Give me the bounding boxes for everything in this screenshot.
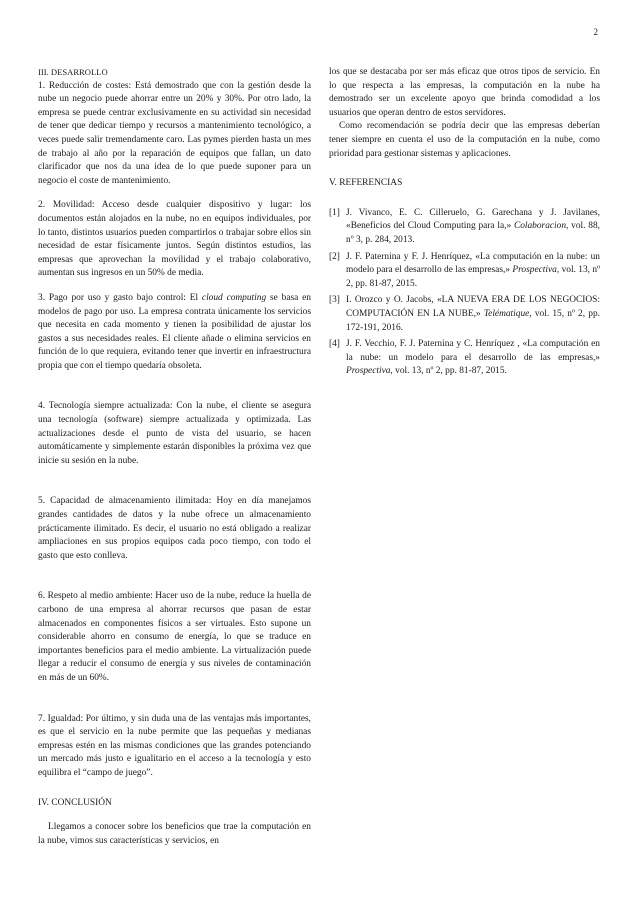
- reference-text-b: vol. 88, nº 3, p. 284, 2013.: [346, 221, 600, 245]
- reference-text-a: J. F. Paternina y F. J. Henríquez, «La computación en la nube: un modelo para el desarrollo de las empresas,»: [346, 251, 600, 276]
- section-title-desarrollo: III. DESARROLLO: [38, 67, 108, 77]
- item-pago-por-uso: [38, 292, 311, 374]
- conclusion-paragraph-cont: los que se destacaba por ser más eficaz que otros tipos de servicio. En lo que respecta a las empresas, la computación en la nube ha demostrado ser un excelente apoyo que brinda comodidad a los usuarios que operan dentro de estos servidores.: [329, 67, 600, 118]
- reference-text-a: J. Vivanco, E. C. Cilleruelo, G. Garechana y J. Javilanes, «Beneficios del Cloud Computing para la,»: [346, 207, 600, 232]
- reference-journal: Prospectiva,: [512, 265, 560, 276]
- item-tecnologia: 4. Tecnología siempre actualizada: Con la nube, el cliente se asegura una tecnología (software) siempre actualizada y optimizada. Las actualizaciones desde el punto de vista del usuario, se hacen automáticamente y simplemente estarán disponibles la próxima vez que inicie su sesión en la nube.: [38, 401, 311, 466]
- reference-item: [329, 251, 600, 292]
- reference-journal: Telématique,: [483, 308, 532, 319]
- recommendation-paragraph: Como recomendación se podría decir que las empresas deberían tener siempre en cuenta el uso de la computación en la nube, como prioridad para gestionar sistemas y aplicaciones.: [329, 121, 600, 159]
- right-column: [329, 66, 600, 382]
- reference-label: [3]: [329, 295, 340, 306]
- reference-label: [2]: [329, 251, 340, 262]
- item-medio-ambiente: 6. Respeto al medio ambiente: Hacer uso de la nube, reduce la huella de carbono de una empresa al ahorrar recursos que pasan de estar almacenados en componentes físicos a ser virtuales. Esto supone un considerable ahorro en consumo de energía, lo que se traduce en importantes beneficios para el medio ambiente. La virtualización puede llegar a reducir el consumo de energía y sus niveles de contaminación en más de un 60%.: [38, 591, 311, 683]
- reference-text-b: vol. 13, nº 2, pp. 81-87, 2015.: [346, 265, 600, 289]
- conclusion-paragraph-start: Llegamos a conocer sobre los beneficios que trae la computación en la nube, vimos sus características y servicios, en: [38, 822, 311, 846]
- section-title-conclusion: IV. CONCLUSIÓN: [38, 797, 112, 808]
- reference-label: [4]: [329, 339, 340, 350]
- reference-item: [329, 207, 600, 248]
- item-almacenamiento: 5. Capacidad de almacenamiento ilimitada: Hoy en día manejamos grandes cantidades de datos y la nube ofrece un almacenamiento prácticamente ilimitado. Es decir, el usuario no está obligado a realizar ampliaciones en sus propios equipos cada poco tiempo, con todo el gasto que esto conlleva.: [38, 496, 311, 561]
- item-movilidad: 2. Movilidad: Acceso desde cualquier dispositivo y lugar: los documentos están alojados en la nube, no en equipos individuales, por lo tanto, distintos usuarios pueden compartirlos o trabajar sobre ellos sin necesidad de estar físicamente juntos. Según distintos estudios, las empresas que aprovechan la movilidad y el trabajo colaborativo, aumentan sus ingresos en un 50% de media.: [38, 200, 311, 279]
- item-pago-text-b: se basa en modelos de pago por uso. La empresa contrata únicamente los servicios que necesita en cada momento y tienen la posibilidad de ajustar los gastos a sus necesidades reales. El cliente añade o elimina servicios en función de lo que requiera, evitando tener que invertir en infraestructura propia que con el tiempo quedaría obsoleta.: [38, 292, 311, 371]
- reference-text: [346, 207, 600, 248]
- left-column: [38, 66, 311, 848]
- item-igualdad: 7. Igualdad: Por último, y sin duda una de las ventajas más importantes, es que el servicio en la nube permite que las pequeñas y medianas empresas estén en las mismas condiciones que las grandes potenciando un mercado más justo e igualitario en el acceso a la tecnología y esto equilibra el “campo de juego”.: [38, 713, 311, 778]
- item-pago-text-em: cloud computing: [201, 292, 267, 303]
- item-reduccion-costes: 1. Reducción de costes: Está demostrado que con la gestión desde la nube un negocio puede ahorrar entre un 20% y 30%. Por otro lado, la empresa se puede centrar exclusivamente en su actividad sin necesidad de tener que dedicar tiempo y recursos a mantenimiento tecnológico, a veces puede salir tremendamente caro. Las pymes pierden hasta un mes de trabajo al año por la reparación de equipos que fallan, un dato clarificador que nos da una idea de lo que puede suponer para un negocio el coste de mantenimiento.: [38, 80, 311, 186]
- reference-journal: Prospectiva,: [346, 366, 393, 377]
- reference-journal: Colaboracion,: [513, 221, 569, 232]
- reference-text: [346, 294, 600, 335]
- item-pago-text-a: 3. Pago por uso y gasto bajo control: El: [38, 292, 202, 303]
- reference-item: [329, 338, 600, 379]
- reference-text-b: vol. 15, nº 2, pp. 172-191, 2016.: [346, 308, 600, 333]
- reference-text-a: J. F. Vecchio, F. J. Paternina y C. Henríquez , «La computación en la nube: un modelo para el desarrollo de las empresas,»: [346, 339, 600, 363]
- reference-text: [346, 251, 600, 292]
- reference-text: [346, 338, 600, 379]
- reference-item: [329, 294, 600, 335]
- reference-text-a: I. Orozco y O. Jacobs, «LA NUEVA ERA DE LOS NEGOCIOS: COMPUTACIÓN EN LA NUBE,»: [346, 295, 600, 319]
- page-number: 2: [593, 27, 598, 37]
- section-title-referencias: V. REFERENCIAS: [329, 178, 403, 189]
- reference-text-b: vol. 13, nº 2, pp. 81-87, 2015.: [392, 366, 507, 377]
- reference-label: [1]: [329, 207, 340, 218]
